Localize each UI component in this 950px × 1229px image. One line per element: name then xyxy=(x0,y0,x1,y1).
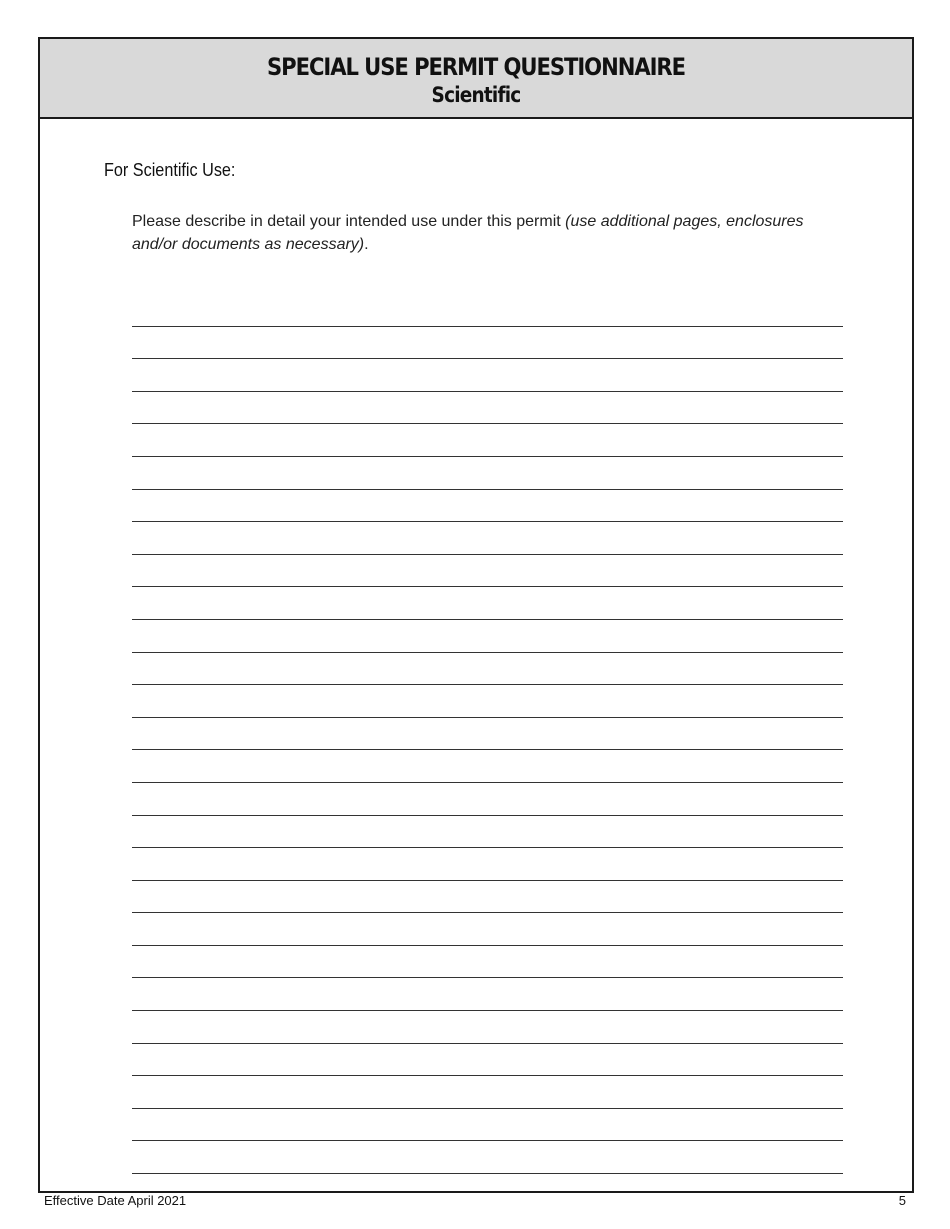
answer-line[interactable] xyxy=(132,457,843,490)
instruction-end: . xyxy=(364,236,369,253)
answer-line[interactable] xyxy=(132,620,843,653)
answer-line[interactable] xyxy=(132,881,843,914)
answer-line[interactable] xyxy=(132,1076,843,1109)
answer-line[interactable] xyxy=(132,587,843,620)
answer-line[interactable] xyxy=(132,978,843,1011)
answer-area[interactable] xyxy=(132,294,843,1174)
answer-line[interactable] xyxy=(132,1141,843,1174)
answer-line[interactable] xyxy=(132,359,843,392)
answer-line[interactable] xyxy=(132,1044,843,1077)
answer-line[interactable] xyxy=(132,1011,843,1044)
instruction-main: Please describe in detail your intended use under this permit xyxy=(132,213,566,230)
answer-line[interactable] xyxy=(132,294,843,327)
effective-date: Effective Date April 2021 xyxy=(44,1193,187,1208)
form-subtitle: Scientific xyxy=(431,83,521,107)
answer-line[interactable] xyxy=(132,783,843,816)
answer-line[interactable] xyxy=(132,816,843,849)
answer-line[interactable] xyxy=(132,327,843,360)
instruction-text xyxy=(132,210,822,256)
page-number: 5 xyxy=(898,1193,906,1208)
answer-line[interactable] xyxy=(132,424,843,457)
answer-line[interactable] xyxy=(132,653,843,686)
form-title: SPECIAL USE PERMIT QUESTIONNAIRE xyxy=(267,53,685,81)
answer-line[interactable] xyxy=(132,490,843,523)
answer-line[interactable] xyxy=(132,685,843,718)
form-header xyxy=(40,39,912,119)
instruction-note: (use additional pages, enclosures and/or documents as necessary) xyxy=(132,213,804,253)
form-page-frame xyxy=(38,37,914,1193)
section-heading: For Scientific Use: xyxy=(104,160,236,180)
answer-line[interactable] xyxy=(132,946,843,979)
answer-line[interactable] xyxy=(132,848,843,881)
answer-line[interactable] xyxy=(132,750,843,783)
answer-line[interactable] xyxy=(132,718,843,751)
answer-line[interactable] xyxy=(132,392,843,425)
answer-line[interactable] xyxy=(132,522,843,555)
answer-line[interactable] xyxy=(132,1109,843,1142)
answer-line[interactable] xyxy=(132,913,843,946)
answer-line[interactable] xyxy=(132,555,843,588)
